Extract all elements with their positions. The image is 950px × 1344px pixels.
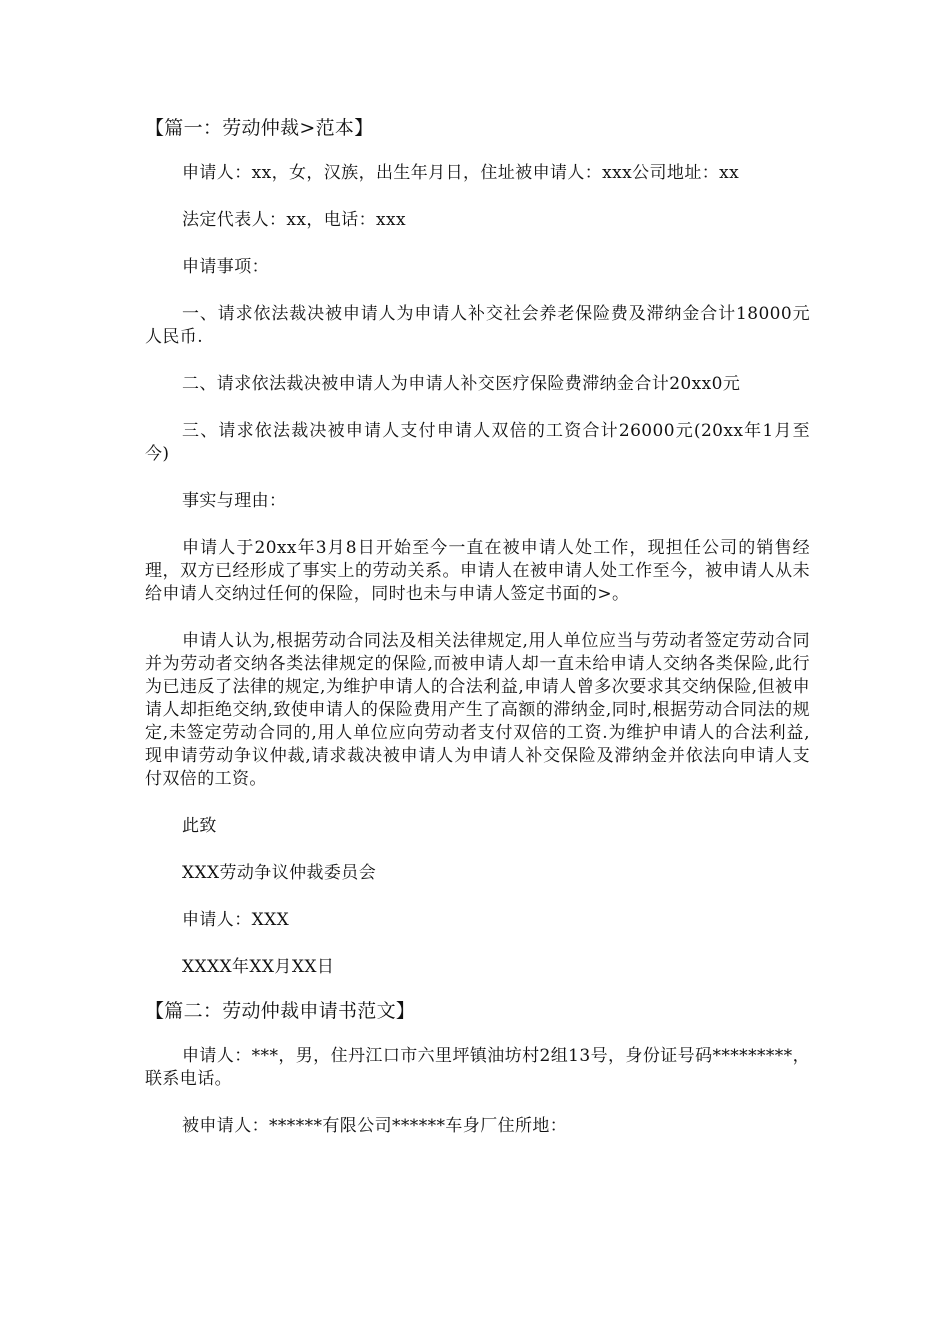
claim-3: 三、请求依法裁决被申请人支付申请人双倍的工资合计26000元(20xx年1月至今): [145, 421, 810, 464]
claims-title: 申请事项：: [182, 257, 269, 277]
claim-1: 一、请求依法裁决被申请人为申请人补交社会养老保险费及滞纳金合计18000元人民币.: [145, 304, 810, 347]
facts-paragraph-1: 申请人于20xx年3月8日开始至今一直在被申请人处工作，现担任公司的销售经理，双方已经形成了事实上的劳动关系。申请人在被申请人处工作至今，被申请人从未给申请人交纳过任何的保险，同时也未与申请人签定书面的>。: [145, 538, 810, 604]
signature-date: XXXX年XX月XX日: [182, 957, 335, 977]
facts-paragraph-2: 申请人认为,根据劳动合同法及相关法律规定,用人单位应当与劳动者签定劳动合同并为劳动者交纳各类法律规定的保险,而被申请人却一直未给申请人交纳各类保险,此行为已违反了法律的规定,为维护申请人的合法利益,申请人曾多次要求其交纳保险,但被申请人却拒绝交纳,致使申请人的保险费用产生了高额的滞纳金,同时,根据劳动合同法的规定,未签定劳动合同的,用人单位应向劳动者支付双倍的工资.为维护申请人的合法利益,现申请劳动争议仲裁,请求裁决被申请人为申请人补交保险及滞纳金并依法向申请人支付双倍的工资。: [145, 631, 810, 789]
section-2-heading: 【篇二：劳动仲裁申请书范文】: [145, 1000, 416, 1022]
claim-2: 二、请求依法裁决被申请人为申请人补交医疗保险费滞纳金合计20xx0元: [182, 374, 741, 394]
applicant-signature: 申请人：XXX: [182, 910, 290, 930]
facts-title: 事实与理由：: [182, 491, 287, 511]
section-2-respondent-line: 被申请人：******有限公司******车身厂住所地：: [182, 1116, 568, 1136]
committee-name: XXX劳动争议仲裁委员会: [182, 863, 377, 883]
section-1-heading: 【篇一：劳动仲裁>范本】: [145, 117, 374, 139]
closing-salutation: 此致: [182, 816, 217, 836]
legal-representative-line: 法定代表人：xx，电话：xxx: [182, 210, 406, 230]
applicant-line: 申请人：xx，女，汉族，出生年月日，住址被申请人：xxx公司地址：xx: [182, 163, 740, 183]
section-2-applicant-line: 申请人：***，男，住丹江口市六里坪镇油坊村2组13号，身份证号码*********，联系电话。: [145, 1046, 810, 1089]
document-page: [145, 112, 810, 1138]
